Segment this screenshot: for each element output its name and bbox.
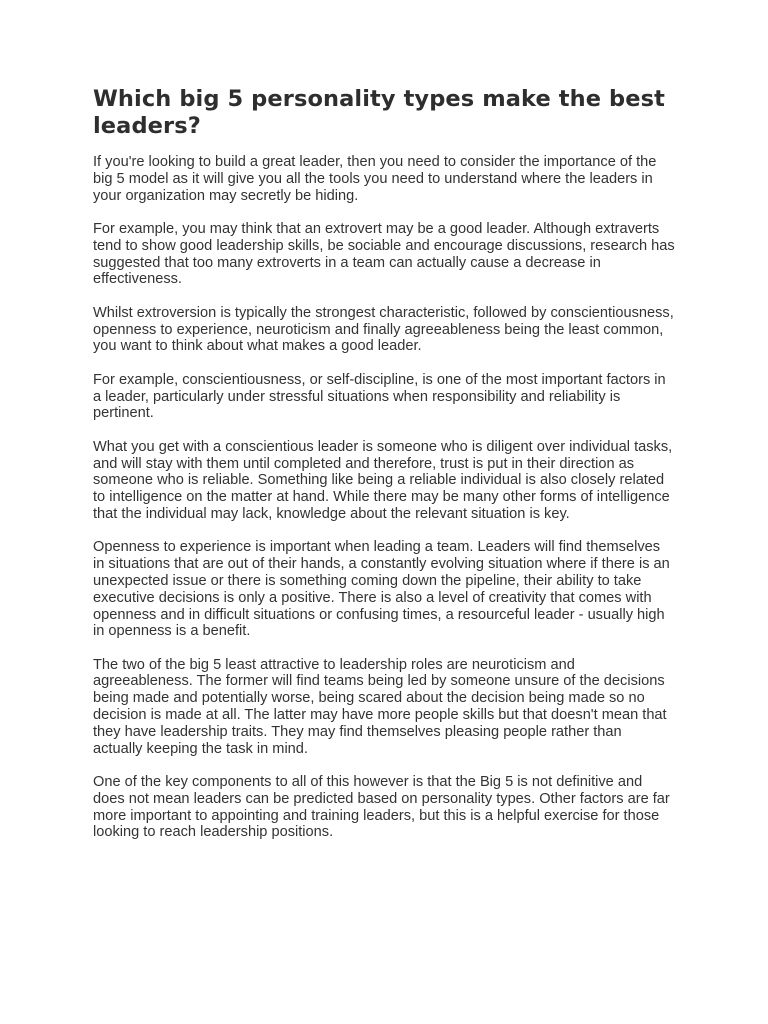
paragraph-8: One of the key components to all of this however is that the Big 5 is not definitive and does not mean leaders can be predicted based on personality types. Other factors are far more important to appointing and training leaders, but this is a helpful exercise for those looking to reach leadership positions. xyxy=(93,774,670,841)
document-page xyxy=(93,86,675,858)
paragraph-7: The two of the big 5 least attractive to leadership roles are neuroticism and agreeableness. The former will find teams being led by someone unsure of the decisions being made and potentially worse, being scared about the decision being made so no decision is made at all. The latter may have more people skills but that doesn't mean that they have leadership traits. They may find themselves pleasing people rather than actually keeping the task in mind. xyxy=(93,656,667,757)
paragraph-6: Openness to experience is important when leading a team. Leaders will find themselves in situations that are out of their hands, a constantly evolving situation where if there is an unexpected issue or there is something coming down the pipeline, their ability to take executive decisions is only a positive. There is also a level of creativity that comes with openness and in difficult situations or confusing times, a resourceful leader - usually high in openness is a benefit. xyxy=(93,539,670,640)
paragraph-3: Whilst extroversion is typically the strongest characteristic, followed by conscientiousness, openness to experience, neuroticism and finally agreeableness being the least common, you want to think about what makes a good leader. xyxy=(93,304,674,355)
paragraph-4: For example, conscientiousness, or self-discipline, is one of the most important factors in a leader, particularly under stressful situations when responsibility and reliability is pertinent. xyxy=(93,371,666,422)
paragraph-1: If you're looking to build a great leader, then you need to consider the importance of the big 5 model as it will give you all the tools you need to understand where the leaders in your organization may secretly be hiding. xyxy=(93,154,657,204)
paragraph-5: What you get with a conscientious leader is someone who is diligent over individual tasks, and will stay with them until completed and therefore, trust is put in their direction as someone who is reliable. Something like being a reliable individual is also closely related to intelligence on the matter at hand. While there may be many other forms of intelligence that the individual may lack, knowledge about the relevant situation is key. xyxy=(93,438,673,522)
document-title: Which big 5 personality types make the best leaders? xyxy=(93,86,665,139)
paragraph-2: For example, you may think that an extrovert may be a good leader. Although extraverts tend to show good leadership skills, be sociable and encourage discussions, research has suggested that too many extroverts in a team can actually cause a decrease in effectiveness. xyxy=(93,220,675,288)
